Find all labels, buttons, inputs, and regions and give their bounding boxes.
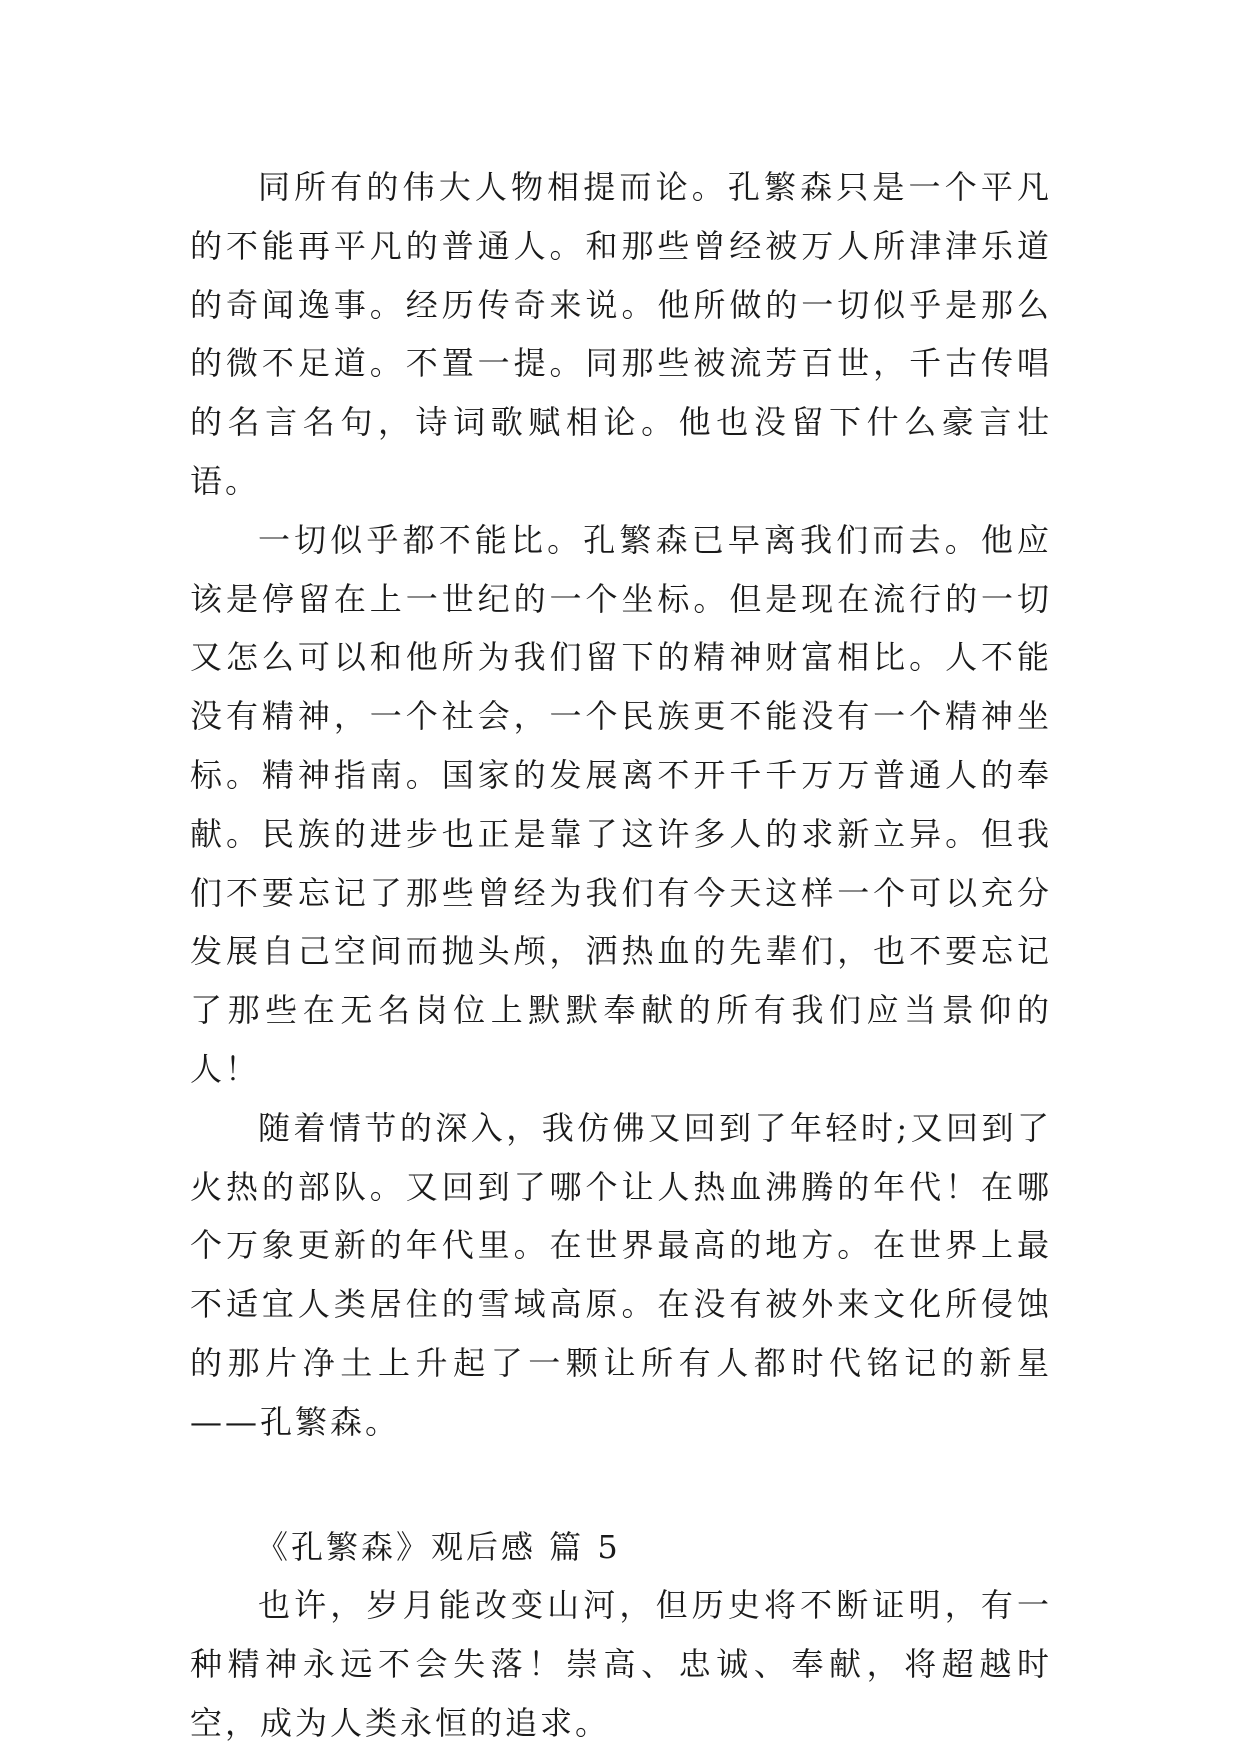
paragraph-4: 也许，岁月能改变山河，但历史将不断证明，有一种精神永远不会失落！崇高、忠诚、奉献，将超越时空，成为人类永恒的追求。 bbox=[190, 1586, 1052, 1742]
paragraph-1: 同所有的伟大人物相提而论。孔繁森只是一个平凡的不能再平凡的普通人。和那些曾经被万人所津津乐道的奇闻逸事。经历传奇来说。他所做的一切似乎是那么的微不足道。不置一提。同那些被流芳百世，千古传唱的名言名句，诗词歌赋相论。他也没留下什么豪言壮语。 bbox=[190, 168, 1052, 500]
paragraph-2: 一切似乎都不能比。孔繁森已早离我们而去。他应该是停留在上一世纪的一个坐标。但是现在流行的一切又怎么可以和他所为我们留下的精神财富相比。人不能没有精神，一个社会，一个民族更不能没有一个精神坐标。精神指南。国家的发展离不开千千万万普通人的奉献。民族的进步也正是靠了这许多人的求新立异。但我们不要忘记了那些曾经为我们有今天这样一个可以充分发展自己空间而抛头颅，洒热血的先辈们，也不要忘记了那些在无名岗位上默默奉献的所有我们应当景仰的人！ bbox=[190, 520, 1052, 1088]
section-heading: 《孔繁森》观后感 篇 5 bbox=[256, 1527, 621, 1566]
paragraph-3: 随着情节的深入，我仿佛又回到了年轻时;又回到了火热的部队。又回到了哪个让人热血沸腾的年代！在哪个万象更新的年代里。在世界最高的地方。在世界上最不适宜人类居住的雪域高原。在没有被外来文化所侵蚀的那片净土上升起了一颗让所有人都时代铭记的新星——孔繁森。 bbox=[190, 1108, 1052, 1441]
document-body bbox=[190, 158, 1052, 1753]
